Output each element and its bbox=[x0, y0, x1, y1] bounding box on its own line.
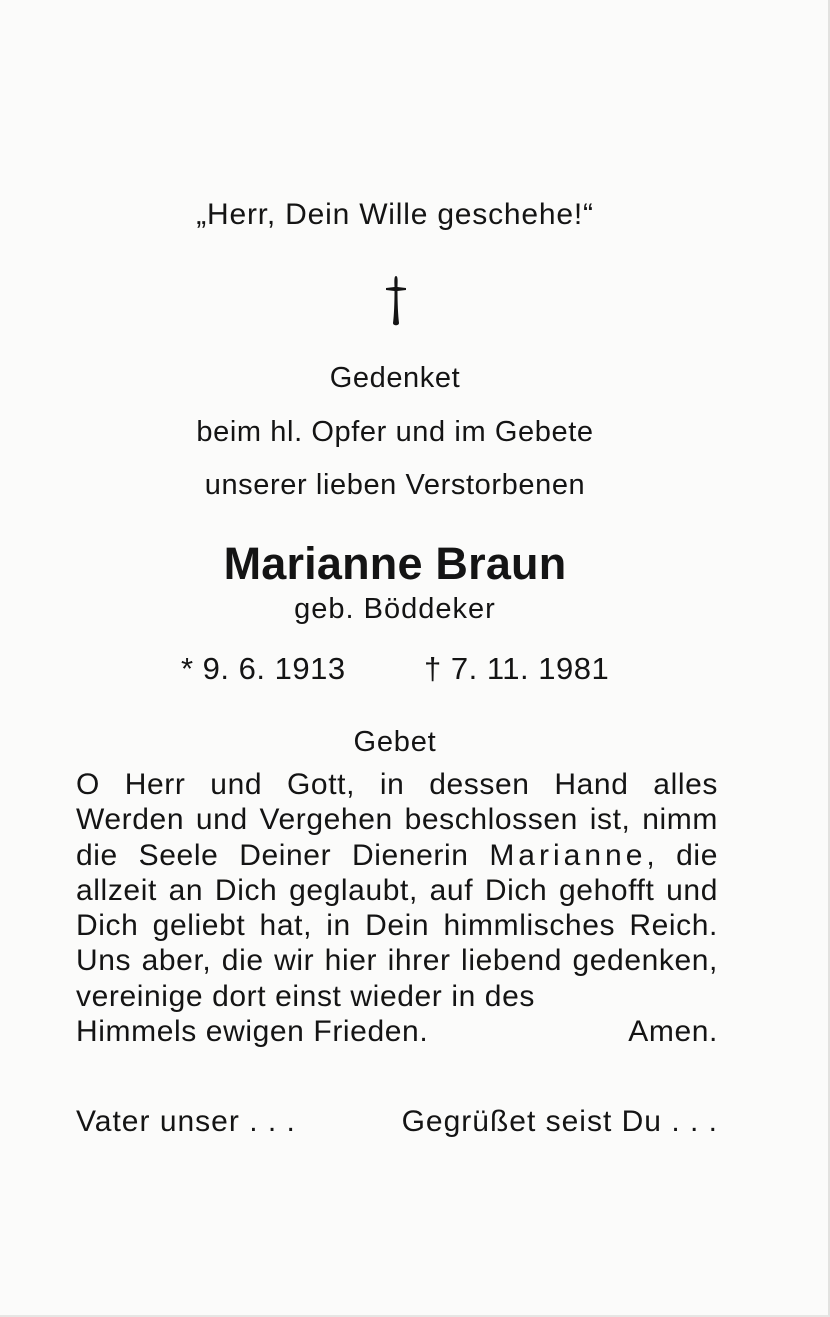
intro-line-2: beim hl. Opfer und im Gebete bbox=[196, 416, 594, 448]
intro-line-1: Gedenket bbox=[329, 362, 461, 394]
death-date: † 7. 11. 1981 bbox=[424, 651, 610, 686]
birth-date: * 9. 6. 1913 bbox=[181, 651, 346, 686]
prayer-name-spaced: Marianne bbox=[489, 838, 647, 872]
prayer-amen: Amen. bbox=[628, 1015, 718, 1049]
closing-left: Vater unser . . . bbox=[76, 1105, 296, 1138]
prayer-part-1: O Herr und Gott, in dessen Hand alles Werden und Vergehen beschlossen ist, nimm die Seele Deiner Dienerin bbox=[76, 768, 718, 872]
motto: „Herr, Dein Wille geschehe!“ bbox=[196, 198, 594, 231]
prayer-last-line-text: Himmels ewigen Frieden. bbox=[76, 1015, 429, 1049]
intro-line-3: unserer lieben Verstorbenen bbox=[204, 469, 586, 501]
prayer-part-2: , die allzeit an Dich geglaubt, auf Dich gehofft und Dich geliebt hat, in Dein himmlisches Reich. Uns aber, die wir hier ihrer liebend gedenken, vereinige dort einst wieder in des bbox=[76, 838, 718, 1013]
closing-right: Gegrüßet seist Du . . . bbox=[401, 1105, 718, 1138]
cross-icon bbox=[385, 275, 407, 327]
prayer-last-line bbox=[76, 1014, 718, 1049]
prayer-text bbox=[76, 767, 718, 1049]
deceased-name: Marianne Braun bbox=[223, 538, 567, 589]
maiden-name: geb. Böddeker bbox=[294, 593, 496, 625]
prayer-title: Gebet bbox=[353, 726, 437, 758]
closing-prayers bbox=[76, 1105, 718, 1139]
